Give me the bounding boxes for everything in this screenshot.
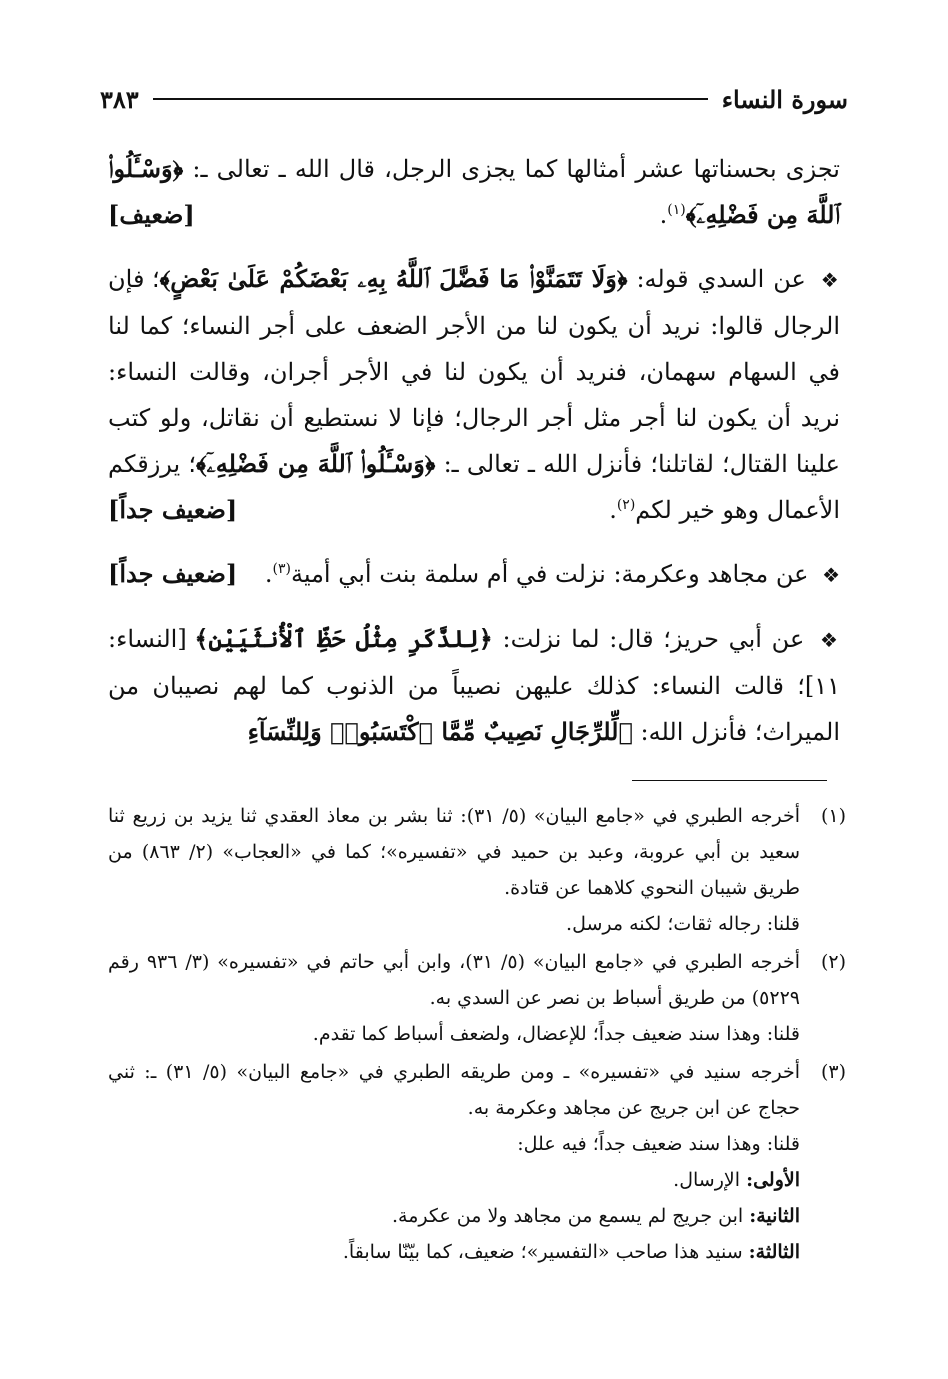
footnote-body bbox=[108, 798, 800, 942]
quran-verse: ﴿وَسْـَٔلُوا۟ ٱللَّهَ مِن فَضْلِهِۦٓ﴾ bbox=[108, 154, 840, 229]
footnote-comment: قلنا: رجاله ثقات؛ لكنه مرسل. bbox=[566, 913, 800, 935]
defect-text: الإرسال. bbox=[673, 1169, 747, 1191]
grade-label: [ضعيف جداً] bbox=[108, 495, 238, 524]
defect-label: الأولى: bbox=[746, 1169, 800, 1191]
footnote-number: (١) bbox=[820, 805, 846, 827]
p4-text-a: عن أبي حريز؛ قال: لما نزلت: bbox=[492, 625, 805, 653]
footnote-ref: (٢) bbox=[616, 497, 636, 513]
grade-label: [ضعيف] bbox=[108, 200, 195, 229]
footnote-body bbox=[108, 1054, 800, 1270]
quran-verse: ﴿وَسْـَٔلُوا۟ ٱللَّهَ مِن فَضْلِهِۦٓ﴾ bbox=[196, 449, 436, 478]
footnote-body bbox=[108, 944, 800, 1052]
defect-text: ابن جريج لم يسمع من مجاهد ولا من عكرمة. bbox=[392, 1205, 750, 1227]
footnote-comment: قلنا: وهذا سند ضعيف جداً؛ فيه علل: bbox=[517, 1133, 800, 1155]
p4-text-b: [النساء: ١١]؛ قالت النساء: كذلك عليهن نصيباً من الذنوب كما لهم نصيبان من الميراث؛ فأنزل الله: bbox=[108, 625, 840, 746]
p3-text: عن مجاهد وعكرمة: نزلت في أم سلمة بنت أبي أمية bbox=[290, 560, 809, 588]
grade-label: [ضعيف جداً] bbox=[108, 559, 238, 588]
paragraph-3 bbox=[108, 551, 840, 598]
bullet-icon: ❖ bbox=[822, 563, 840, 587]
p2-text-c: ؛ يرزقكم الأعمال وهو خير لكم bbox=[108, 450, 840, 524]
defect-3 bbox=[108, 1234, 800, 1270]
footnotes bbox=[108, 798, 846, 1272]
quran-verse: ﴿وَلَا تَتَمَنَّوْا۟ مَا فَضَّلَ ٱللَّهُ بِهِۦ بَعْضَكُمْ عَلَىٰ بَعْضٍ﴾ bbox=[159, 264, 628, 293]
footnote-2 bbox=[108, 944, 846, 1052]
paragraph-1 bbox=[108, 146, 840, 238]
quran-verse: ﴿لِلذَّكَرِ مِثْلُ حَظِّ ٱلْأُنثَيَيْنِ﴾ bbox=[194, 624, 493, 653]
footnote-number: (٢) bbox=[820, 951, 846, 973]
footnote-divider bbox=[632, 780, 827, 781]
page-number: ٣٨٣ bbox=[100, 84, 139, 114]
footnote-ref: (٣) bbox=[272, 561, 291, 577]
p2-end: . bbox=[609, 496, 617, 524]
main-text bbox=[108, 146, 840, 773]
p3-end: . bbox=[264, 560, 273, 588]
surah-title: سورة النساء bbox=[721, 84, 848, 114]
footnote-text: أخرجه الطبري في «جامع البيان» (٥/ ٣١)، وابن أبي حاتم في «تفسيره» (٣/ ٩٣٦ رقم ٥٢٢٩) من طريق أسباط بن نصر عن السدي به. bbox=[108, 951, 800, 1009]
defect-label: الثانية: bbox=[749, 1205, 800, 1227]
footnote-3 bbox=[108, 1054, 846, 1270]
defect-label: الثالثة: bbox=[748, 1241, 800, 1263]
page-header bbox=[100, 82, 848, 116]
p2-text-b: ؛ فإن الرجال قالوا: نريد أن يكون لنا من الأجر الضعف على أجر النساء؛ كما لنا في السهام سهمان، فنريد أن يكون لنا في الأجر أجران، وقالت النساء: نريد أن يكون لنا أجر مثل أجر الرجال؛ فإنا لا نستطيع أن نقاتل، ولو كتب علينا القتال؛ لقاتلنا؛ فأنزل الله ـ تعالى ـ: bbox=[108, 265, 840, 478]
p1-text: تجزى بحسناتها عشر أمثالها كما يجزى الرجل، قال الله ـ تعالى ـ: bbox=[183, 155, 840, 183]
bullet-icon: ❖ bbox=[819, 628, 840, 652]
p2-text-a: عن السدي قوله: bbox=[627, 265, 806, 293]
footnote-ref: (١) bbox=[667, 202, 686, 218]
defect-2 bbox=[108, 1198, 800, 1234]
footnote-comment: قلنا: وهذا سند ضعيف جداً؛ للإعضال، ولضعف أسباط كما تقدم. bbox=[312, 1023, 800, 1045]
footnote-1 bbox=[108, 798, 846, 942]
p1-end: . bbox=[659, 201, 668, 229]
paragraph-2 bbox=[108, 256, 840, 533]
footnote-text: أخرجه الطبري في «جامع البيان» (٥/ ٣١): ثنا بشر بن معاذ العقدي ثنا يزيد بن زريع ثنا سعيد بن أبي عروبة، وعبد بن حميد في «تفسيره»؛ كما في «العجاب» (٢/ ٨٦٣) من طريق شيبان النحوي كلاهما عن قتادة. bbox=[108, 805, 801, 899]
footnote-text: أخرجه سنيد في «تفسيره» ـ ومن طريقه الطبري في «جامع البيان» (٥/ ٣١) ـ: ثني حجاج عن ابن جريج عن مجاهد وعكرمة به. bbox=[108, 1061, 801, 1119]
footnote-number: (٣) bbox=[820, 1061, 846, 1083]
defect-1 bbox=[108, 1162, 800, 1198]
quran-verse: ﴿لِّلرِّجَالِ نَصِيبٌ مِّمَّا ٱكْتَسَبُوا۟ وَلِلنِّسَآءِ bbox=[247, 717, 633, 746]
paragraph-4 bbox=[108, 616, 840, 755]
header-rule bbox=[153, 98, 708, 100]
defect-text: سنيد هذا صاحب «التفسير»؛ ضعيف، كما بيّنّا سابقاً. bbox=[342, 1241, 749, 1263]
bullet-icon: ❖ bbox=[820, 268, 840, 292]
